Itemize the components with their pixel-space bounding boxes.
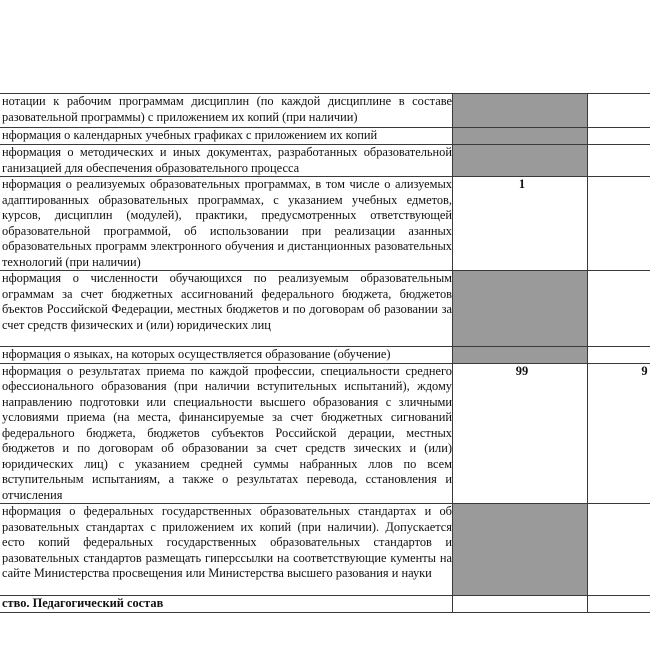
shaded-cell: [453, 504, 588, 596]
row-description: нформация о федеральных государственных образовательных стандартах и об разовательных стандартах с приложением их копий (при наличии). Допускается есто копий федеральных государственных образовательных стандартов и разовательных стандартов размещать гиперссылки на соответствующие кументы на сайте Министерства просвещения или Министерства высшего разования и науки: [0, 504, 453, 596]
row-description: нформация о реализуемых образовательных программах, в том числе о ализуемых адаптированных образовательных программах, с указанием учебных едметов, курсов, дисциплин (модулей), практики, предусмотренных ответствующей образовательной программой, об использовании при реализации азанных образовательных программ электронного обучения и дистанционных разовательных технологий (при наличии): [0, 177, 453, 271]
value-cell: 99: [453, 363, 588, 504]
row-description: нформация о результатах приема по каждой профессии, специальности среднего офессионального образования (при наличии вступительных испытаний), ждому направлению подготовки или специальности высшего образования с зличными условиями приема (на места, финансируемые за счет бюджетных сигнований федерального бюджета, бюджетов субъектов Российской дерации, местных бюджетов и по договорам об образовании за счет средств зических и (или) юридических лиц) с указанием средней суммы набранных ллов по всем вступительным испытаниям, а также о результатах перевода, сстановления и отчисления: [0, 363, 453, 504]
value-cell: 1: [453, 177, 588, 271]
row-description: нформация о языках, на которых осуществляется образование (обучение): [0, 347, 453, 364]
value-cell: [588, 347, 650, 364]
value-cell: [588, 504, 650, 596]
row-description: нформация о календарных учебных графиках с приложением их копий: [0, 128, 453, 145]
value-cell: [588, 145, 650, 177]
shaded-cell: [453, 145, 588, 177]
table-row: [0, 271, 650, 347]
row-description: нформация о методических и иных документах, разработанных образовательной ганизацией для обеспечения образовательного процесса: [0, 145, 453, 177]
report-table: [0, 93, 650, 613]
shaded-cell: [453, 347, 588, 364]
value-cell: [588, 128, 650, 145]
table-row: [0, 347, 650, 364]
value-cell: [588, 271, 650, 347]
value-cell: [588, 94, 650, 128]
empty-cell: [453, 596, 588, 613]
row-description: нформация о численности обучающихся по реализуемым образовательным ограммам за счет бюджетных ассигнований федерального бюджета, бюджетов бъектов Российской Федерации, местных бюджетов и по договорам об разовании за счет средств физических и (или) юридических лиц: [0, 271, 453, 347]
shaded-cell: [453, 128, 588, 145]
table-row: [0, 94, 650, 128]
value-cell: 9: [588, 363, 650, 504]
table-row: [0, 145, 650, 177]
shaded-cell: [453, 94, 588, 128]
section-row: [0, 596, 650, 613]
section-heading: ство. Педагогический состав: [0, 596, 453, 613]
shaded-cell: [453, 271, 588, 347]
value-cell: [588, 177, 650, 271]
table-row: [0, 363, 650, 504]
table-row: [0, 128, 650, 145]
row-description: нотации к рабочим программам дисциплин (по каждой дисциплине в составе разовательной программы) с приложением их копий (при наличии): [0, 94, 453, 128]
table-row: [0, 504, 650, 596]
empty-cell: [588, 596, 650, 613]
table-row: [0, 177, 650, 271]
